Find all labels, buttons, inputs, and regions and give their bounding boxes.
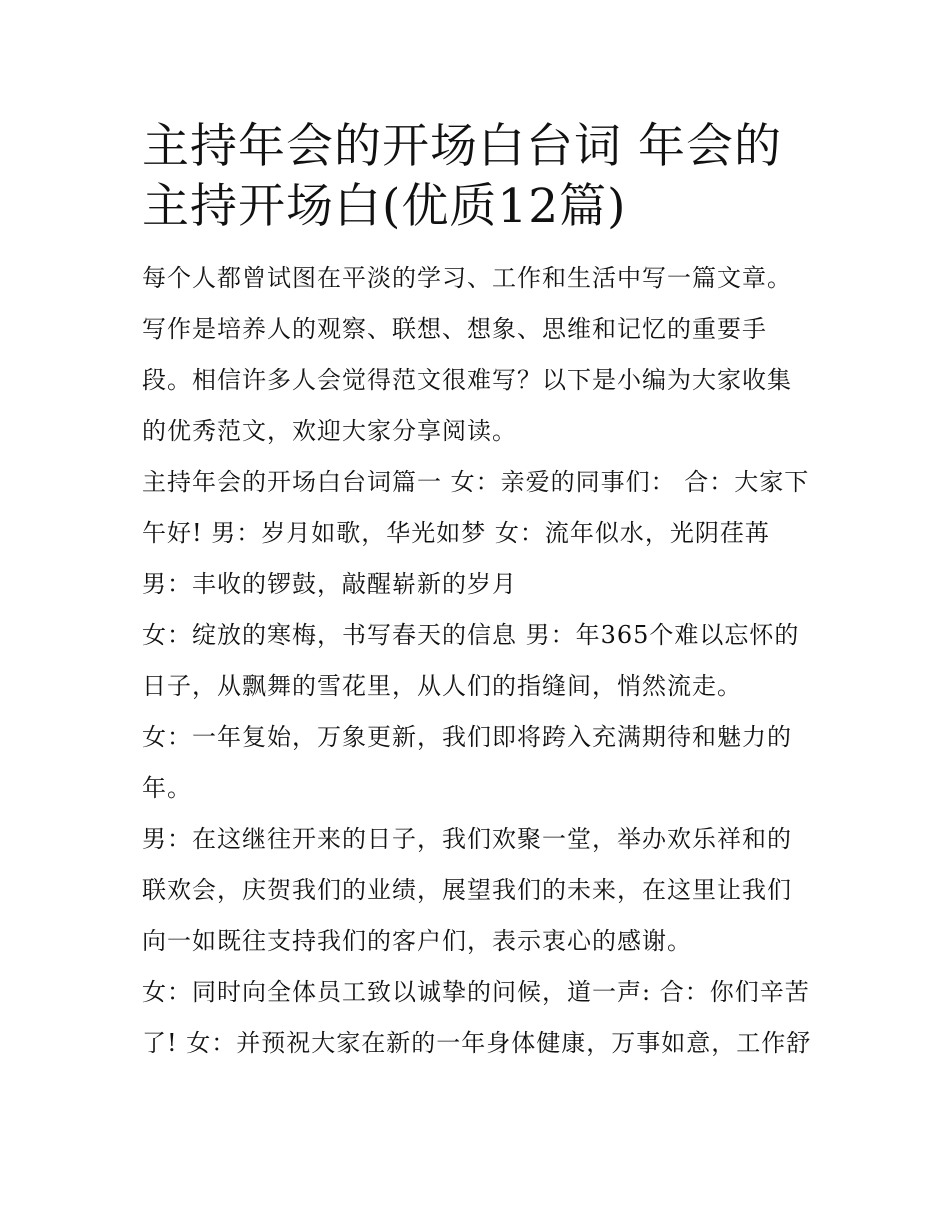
paragraph-5: 男：在这继往开来的日子，我们欢聚一堂，举办欢乐祥和的联欢会，庆贺我们的业绩，展望我们的未来，在这里让我们向一如既往支持我们的客户们，表示衷心的感谢。 [142, 825, 792, 955]
paragraph-4: 女：一年复始，万象更新，我们即将跨入充满期待和魅力的年。 [142, 723, 792, 802]
paragraph-2: 男：丰收的锣鼓，敲醒崭新的岁月 [142, 570, 517, 598]
document-content [142, 117, 814, 1069]
paragraph-intro: 每个人都曾试图在平淡的学习、工作和生活中写一篇文章。写作是培养人的观察、联想、想象、思维和记忆的重要手段。相信许多人会觉得范文很难写？以下是小编为大家收集的优秀范文，欢迎大家分享阅读。 [142, 264, 792, 445]
document-body [142, 253, 814, 1069]
document-title: 主持年会的开场白台词 年会的主持开场白(优质12篇) [142, 119, 782, 234]
paragraph-3: 女：绽放的寒梅，书写春天的信息 男：年365个难以忘怀的日子，从飘舞的雪花里，从人们的指缝间，悄然流走。 [142, 621, 800, 700]
paragraph-1: 主持年会的开场白台词篇一 女：亲爱的同事们： 合：大家下午好! 男：岁月如歌，华光如梦 女：流年似水，光阴荏苒 [142, 468, 810, 547]
paragraph-6: 女：同时向全体员工致以诚挚的问候，道一声: 合：你们辛苦了! 女：并预祝大家在新的一年身体健康，万事如意，工作舒 [142, 978, 812, 1057]
